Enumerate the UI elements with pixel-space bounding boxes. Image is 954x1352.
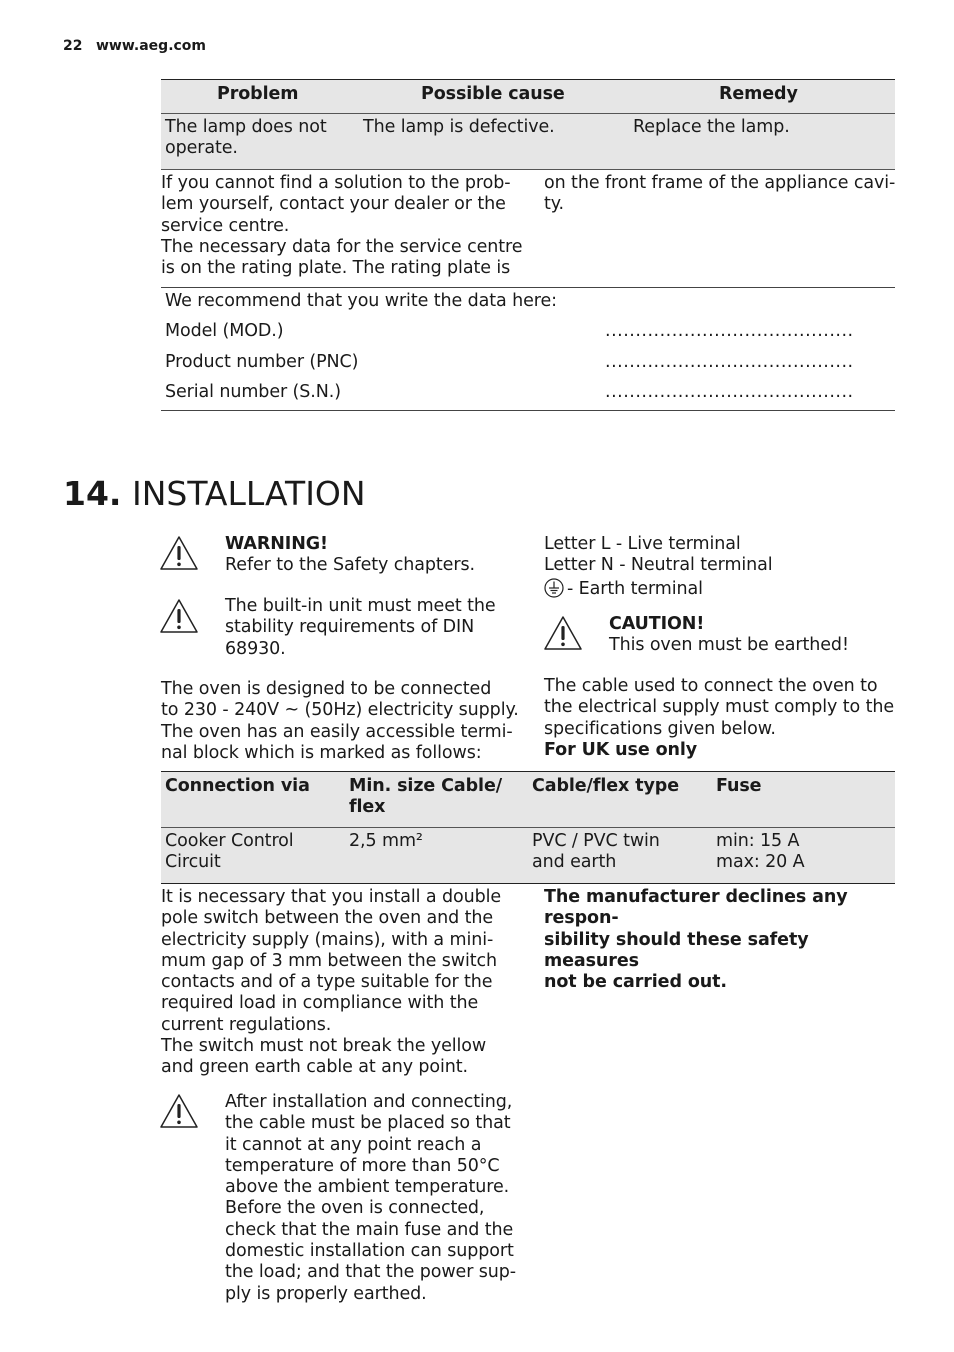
divider	[161, 287, 895, 288]
column-header-min-size: Min. size Cable/ flex	[349, 776, 503, 818]
column-header-connection: Connection via	[165, 776, 310, 796]
warning-icon	[159, 535, 199, 571]
caution-title: CAUTION!	[609, 614, 705, 634]
column-header-problem: Problem	[217, 84, 299, 104]
record-intro: We recommend that you write the data here:	[165, 291, 557, 311]
pnc-value: .........................................	[605, 352, 854, 372]
warning-icon	[159, 598, 199, 634]
earth-terminal-line	[544, 578, 703, 600]
model-value: .........................................	[605, 321, 854, 341]
switch-text: It is necessary that you install a double pole switch between the oven and the electricity supply (mains), with a mini- mum gap of 3 mm between the switch contacts and of a type suitable for the required load in compliance with the current regulations. The switch must not break the yellow and green earth cable at any point.	[161, 887, 502, 1078]
table-row	[161, 114, 895, 170]
caution-text: This oven must be earthed!	[609, 635, 849, 655]
table-header	[161, 79, 895, 114]
warning-icon	[159, 1093, 199, 1129]
cable-type-cell: PVC / PVC twin and earth	[532, 831, 660, 873]
divider	[161, 410, 895, 411]
supply-text: The oven is designed to be connected to 230 - 240V ~ (50Hz) electricity supply. The oven has an easily accessible termi- nal block which is marked as follows:	[161, 679, 519, 763]
installation-warning-text: After installation and connecting, the cable must be placed so that it cannot at any point reach a temperature of more than 50°C above the ambient temperature. Before the oven is connected, check that the main fuse and the domestic installation can support the load; and that the power sup- ply is properly earthed.	[225, 1092, 516, 1304]
table-header	[161, 771, 895, 828]
serial-value: .........................................	[605, 382, 854, 402]
caution-icon	[543, 615, 583, 651]
troubleshooting-table	[161, 79, 895, 170]
stability-warning-text: The built-in unit must meet the stability requirements of DIN 68930.	[225, 596, 496, 659]
fuse-cell: min: 15 A max: 20 A	[716, 831, 805, 873]
column-header-fuse: Fuse	[716, 776, 762, 796]
table-row	[161, 828, 895, 884]
cable-text: The cable used to connect the oven to the electrical supply must comply to the specifications given below.	[544, 676, 894, 739]
manufacturer-disclaimer: The manufacturer declines any respon- sibility should these safety measures not be carried out.	[544, 887, 848, 993]
section-number: 14.	[63, 474, 122, 513]
remedy-cell: Replace the lamp.	[633, 117, 790, 137]
earth-terminal-text: - Earth terminal	[567, 579, 703, 599]
cause-cell: The lamp is defective.	[363, 117, 555, 137]
column-header-cable-type: Cable/flex type	[532, 776, 679, 796]
service-text-right: on the front frame of the appliance cavi- ty.	[544, 173, 896, 215]
connection-table	[161, 771, 895, 884]
column-header-cause: Possible cause	[421, 84, 565, 104]
earth-icon	[544, 578, 564, 598]
pnc-label: Product number (PNC)	[165, 352, 359, 372]
neutral-terminal-text: Letter N - Neutral terminal	[544, 555, 773, 575]
section-title	[63, 474, 366, 514]
service-text-left: If you cannot find a solution to the prob- lem yourself, contact your dealer or the service centre. The necessary data for the service centre is on the rating plate. The rating plate is	[161, 173, 523, 279]
serial-label: Serial number (S.N.)	[165, 382, 341, 402]
uk-only-label: For UK use only	[544, 740, 698, 760]
min-size-cell: 2,5 mm²	[349, 831, 423, 851]
warning-text: Refer to the Safety chapters.	[225, 555, 475, 575]
page-number: 22	[63, 38, 83, 54]
problem-cell: The lamp does not operate.	[165, 117, 327, 159]
model-label: Model (MOD.)	[165, 321, 284, 341]
live-terminal-text: Letter L - Live terminal	[544, 534, 741, 554]
warning-title: WARNING!	[225, 534, 328, 554]
connection-cell: Cooker Control Circuit	[165, 831, 294, 873]
site-url: www.aeg.com	[96, 38, 207, 54]
column-header-remedy: Remedy	[719, 84, 798, 104]
section-title-text: INSTALLATION	[131, 474, 366, 513]
